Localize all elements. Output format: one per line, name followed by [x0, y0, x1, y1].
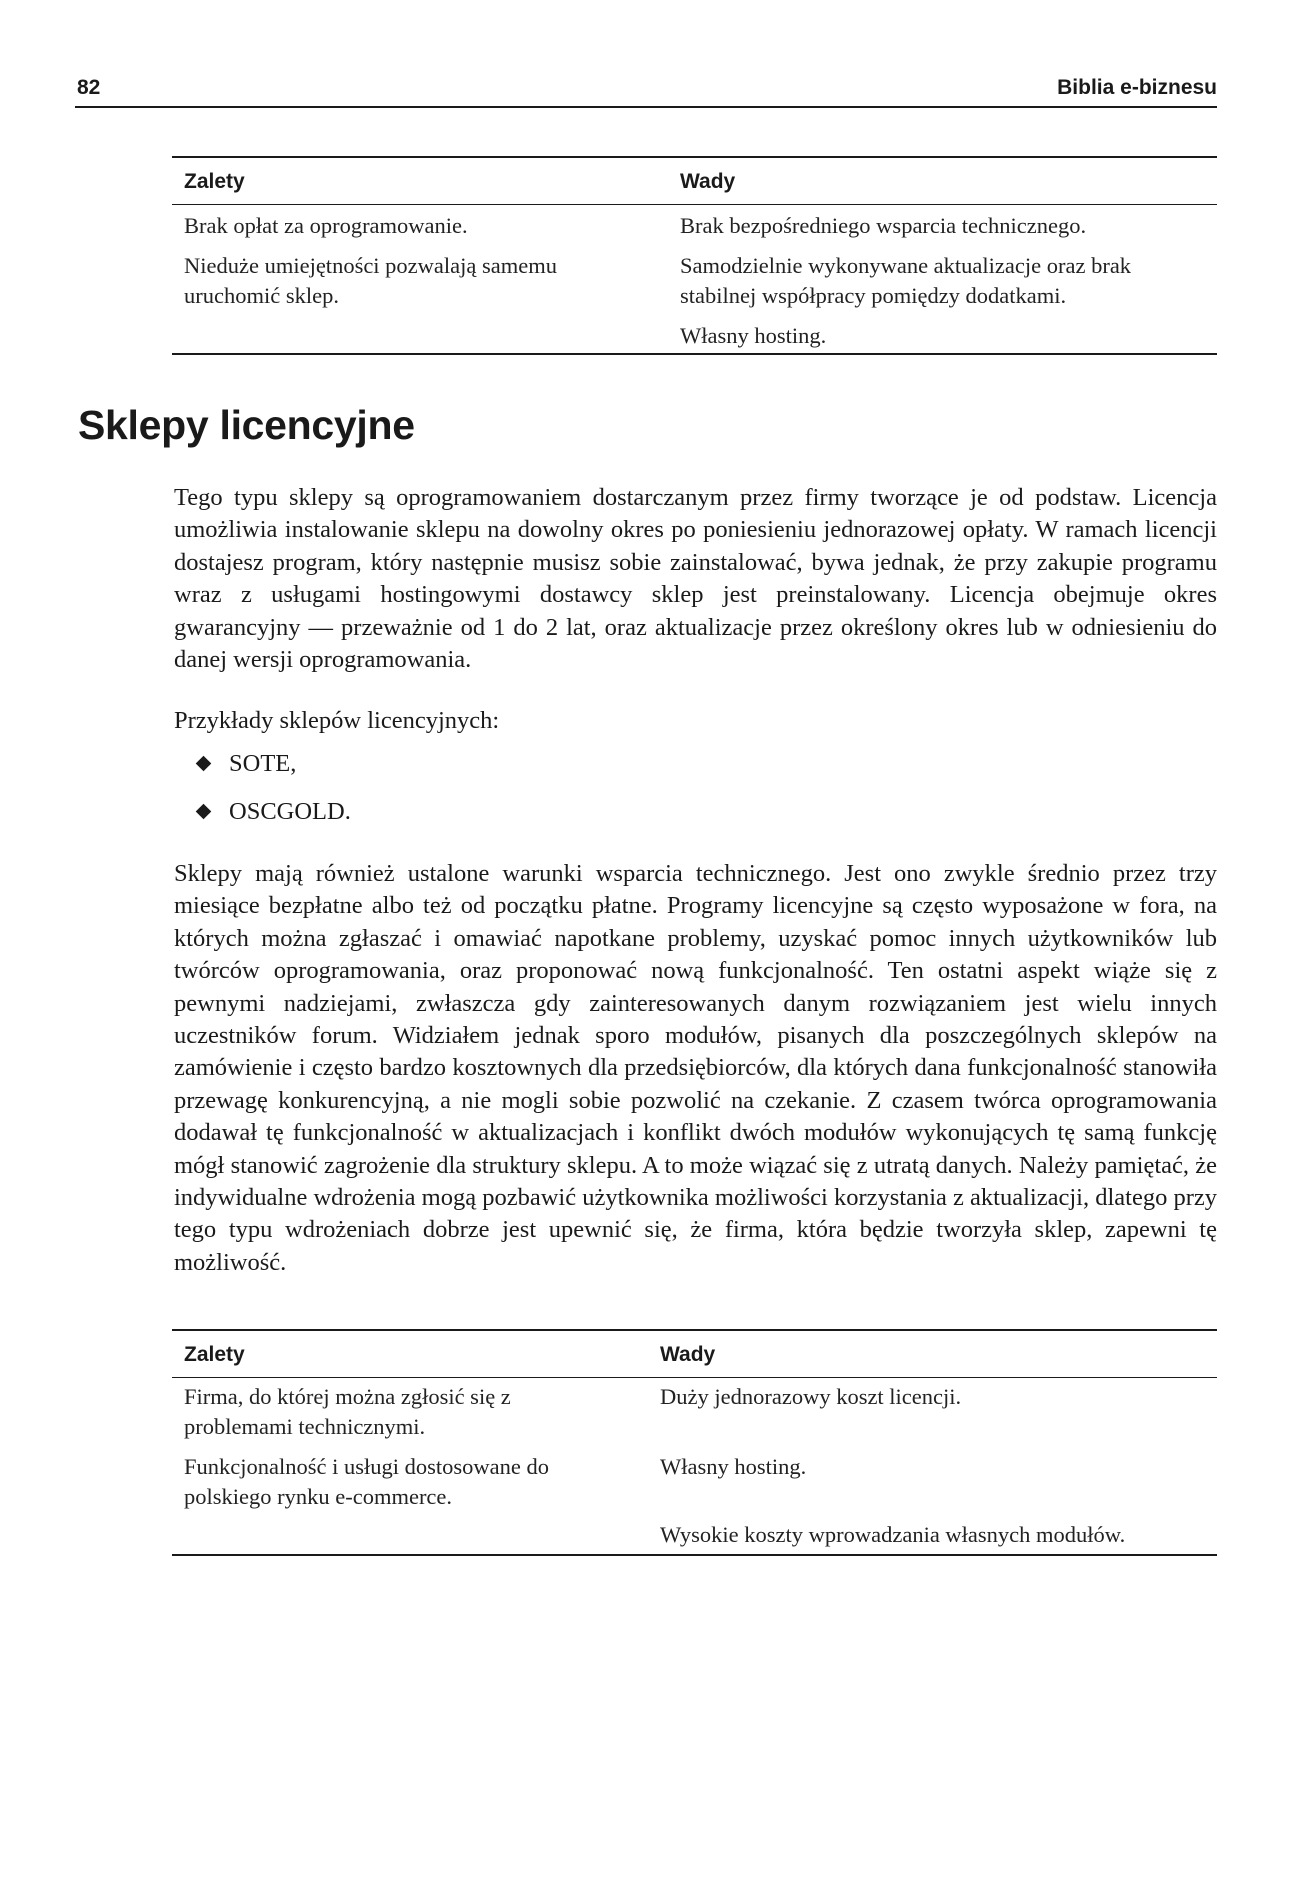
list-item-text: SOTE, [229, 750, 297, 777]
examples-lead: Przykłady sklepów licencyjnych: [174, 707, 500, 734]
pros-cons-table-2 [172, 1329, 1217, 1556]
cons-cell: Samodzielnie wykonywane aktualizacje oraz brak stabilnej współpracy pomiędzy dodatkami. [680, 253, 1132, 308]
pros-cons-table-1 [172, 156, 1217, 355]
cons-header: Wady [680, 170, 736, 193]
cons-cell: Duży jednorazowy koszt licencji. [660, 1384, 962, 1409]
pros-header: Zalety [184, 170, 245, 193]
cons-cell: Własny hosting. [680, 323, 827, 348]
table-rule-bottom [172, 1554, 1217, 1556]
table-rule-bottom [172, 353, 1217, 355]
examples-list [195, 748, 351, 844]
diamond-bullet-icon [196, 804, 212, 820]
pros-cell: Nieduże umiejętności pozwalają samemu uruchomić sklep. [184, 253, 557, 308]
body-paragraph: Tego typu sklepy są oprogramowaniem dostarczanym przez firmy tworzące je od podstaw. Licencja umożliwia instalowanie sklepu na dowolny okres po poniesieniu jednorazowej opłaty. W ramach licencji dostajesz program, który następnie musisz sobie zainstalować, bywa jednak, że przy zakupie programu wraz z usługami hostingowymi dostawcy sklep jest preinstalowany. Licencja obejmuje okres gwarancyjny — przeważnie od 1 do 2 lat, oraz aktualizacje przez określony okres lub w odniesieniu do danej wersji oprogramowania. [174, 484, 1217, 674]
list-item-text: OSCGOLD. [229, 798, 351, 825]
body-paragraph: Sklepy mają również ustalone warunki wsparcia technicznego. Jest ono zwykle średnio przez trzy miesiące bezpłatne albo też od początku płatne. Programy licencyjne są często wyposażone w fora, na których można zgłaszać i omawiać napotkane problemy, uzyskać pomoc innych użytkowników lub twórców oprogramowania, oraz proponować nową funkcjonalność. Ten ostatni aspekt wiąże się z pewnymi nadziejami, zwłaszcza gdy zainteresowanych danym rozwiązaniem jest wielu innych uczestników forum. Widziałem jednak sporo modułów, pisanych dla poszczególnych sklepów na zamówienie i często bardzo kosztownych dla przedsiębiorców, dla których dana funkcjonalność stanowiła przewagę konkurencyjną, a nie mogli sobie pozwolić na czekanie. Z czasem twórca oprogramowania dodawał tę funkcjonalność w aktualizacjach i konflikt dwóch modułów wykonujących tę samą funkcję mógł stanowić zagrożenie dla struktury sklepu. A to może wiązać się z utratą danych. Należy pamiętać, że indywidualne wdrożenia mogą pozbawić użytkownika możliwości korzystania z aktualizacji, dlatego przy tego typu wdrożeniach dobrze jest upewnić się, że firma, która będzie tworzyła sklep, zapewni tę możliwość. [174, 860, 1217, 1276]
cons-cell: Wysokie koszty wprowadzania własnych modułów. [660, 1522, 1126, 1547]
running-head [75, 72, 1217, 108]
pros-header: Zalety [184, 1343, 245, 1366]
diamond-bullet-icon [196, 756, 212, 772]
table-header-row [172, 1331, 1217, 1377]
table-body [172, 1378, 1217, 1554]
pros-cell: Brak opłat za oprogramowanie. [184, 213, 468, 238]
section-heading: Sklepy licencyjne [78, 402, 415, 448]
pros-cell: Firma, do której można zgłosić się z problemami technicznymi. [184, 1384, 511, 1439]
cons-cell: Brak bezpośredniego wsparcia technicznego. [680, 213, 1087, 238]
list-item [195, 796, 351, 844]
cons-cell: Własny hosting. [660, 1454, 807, 1479]
table-body [172, 205, 1217, 353]
pros-cell: Funkcjonalność i usługi dostosowane do polskiego rynku e-commerce. [184, 1454, 549, 1509]
list-item [195, 748, 351, 796]
table-header-row [172, 158, 1217, 204]
book-title: Biblia e-biznesu [1057, 76, 1217, 99]
cons-header: Wady [660, 1343, 716, 1366]
page-number: 82 [77, 76, 101, 99]
